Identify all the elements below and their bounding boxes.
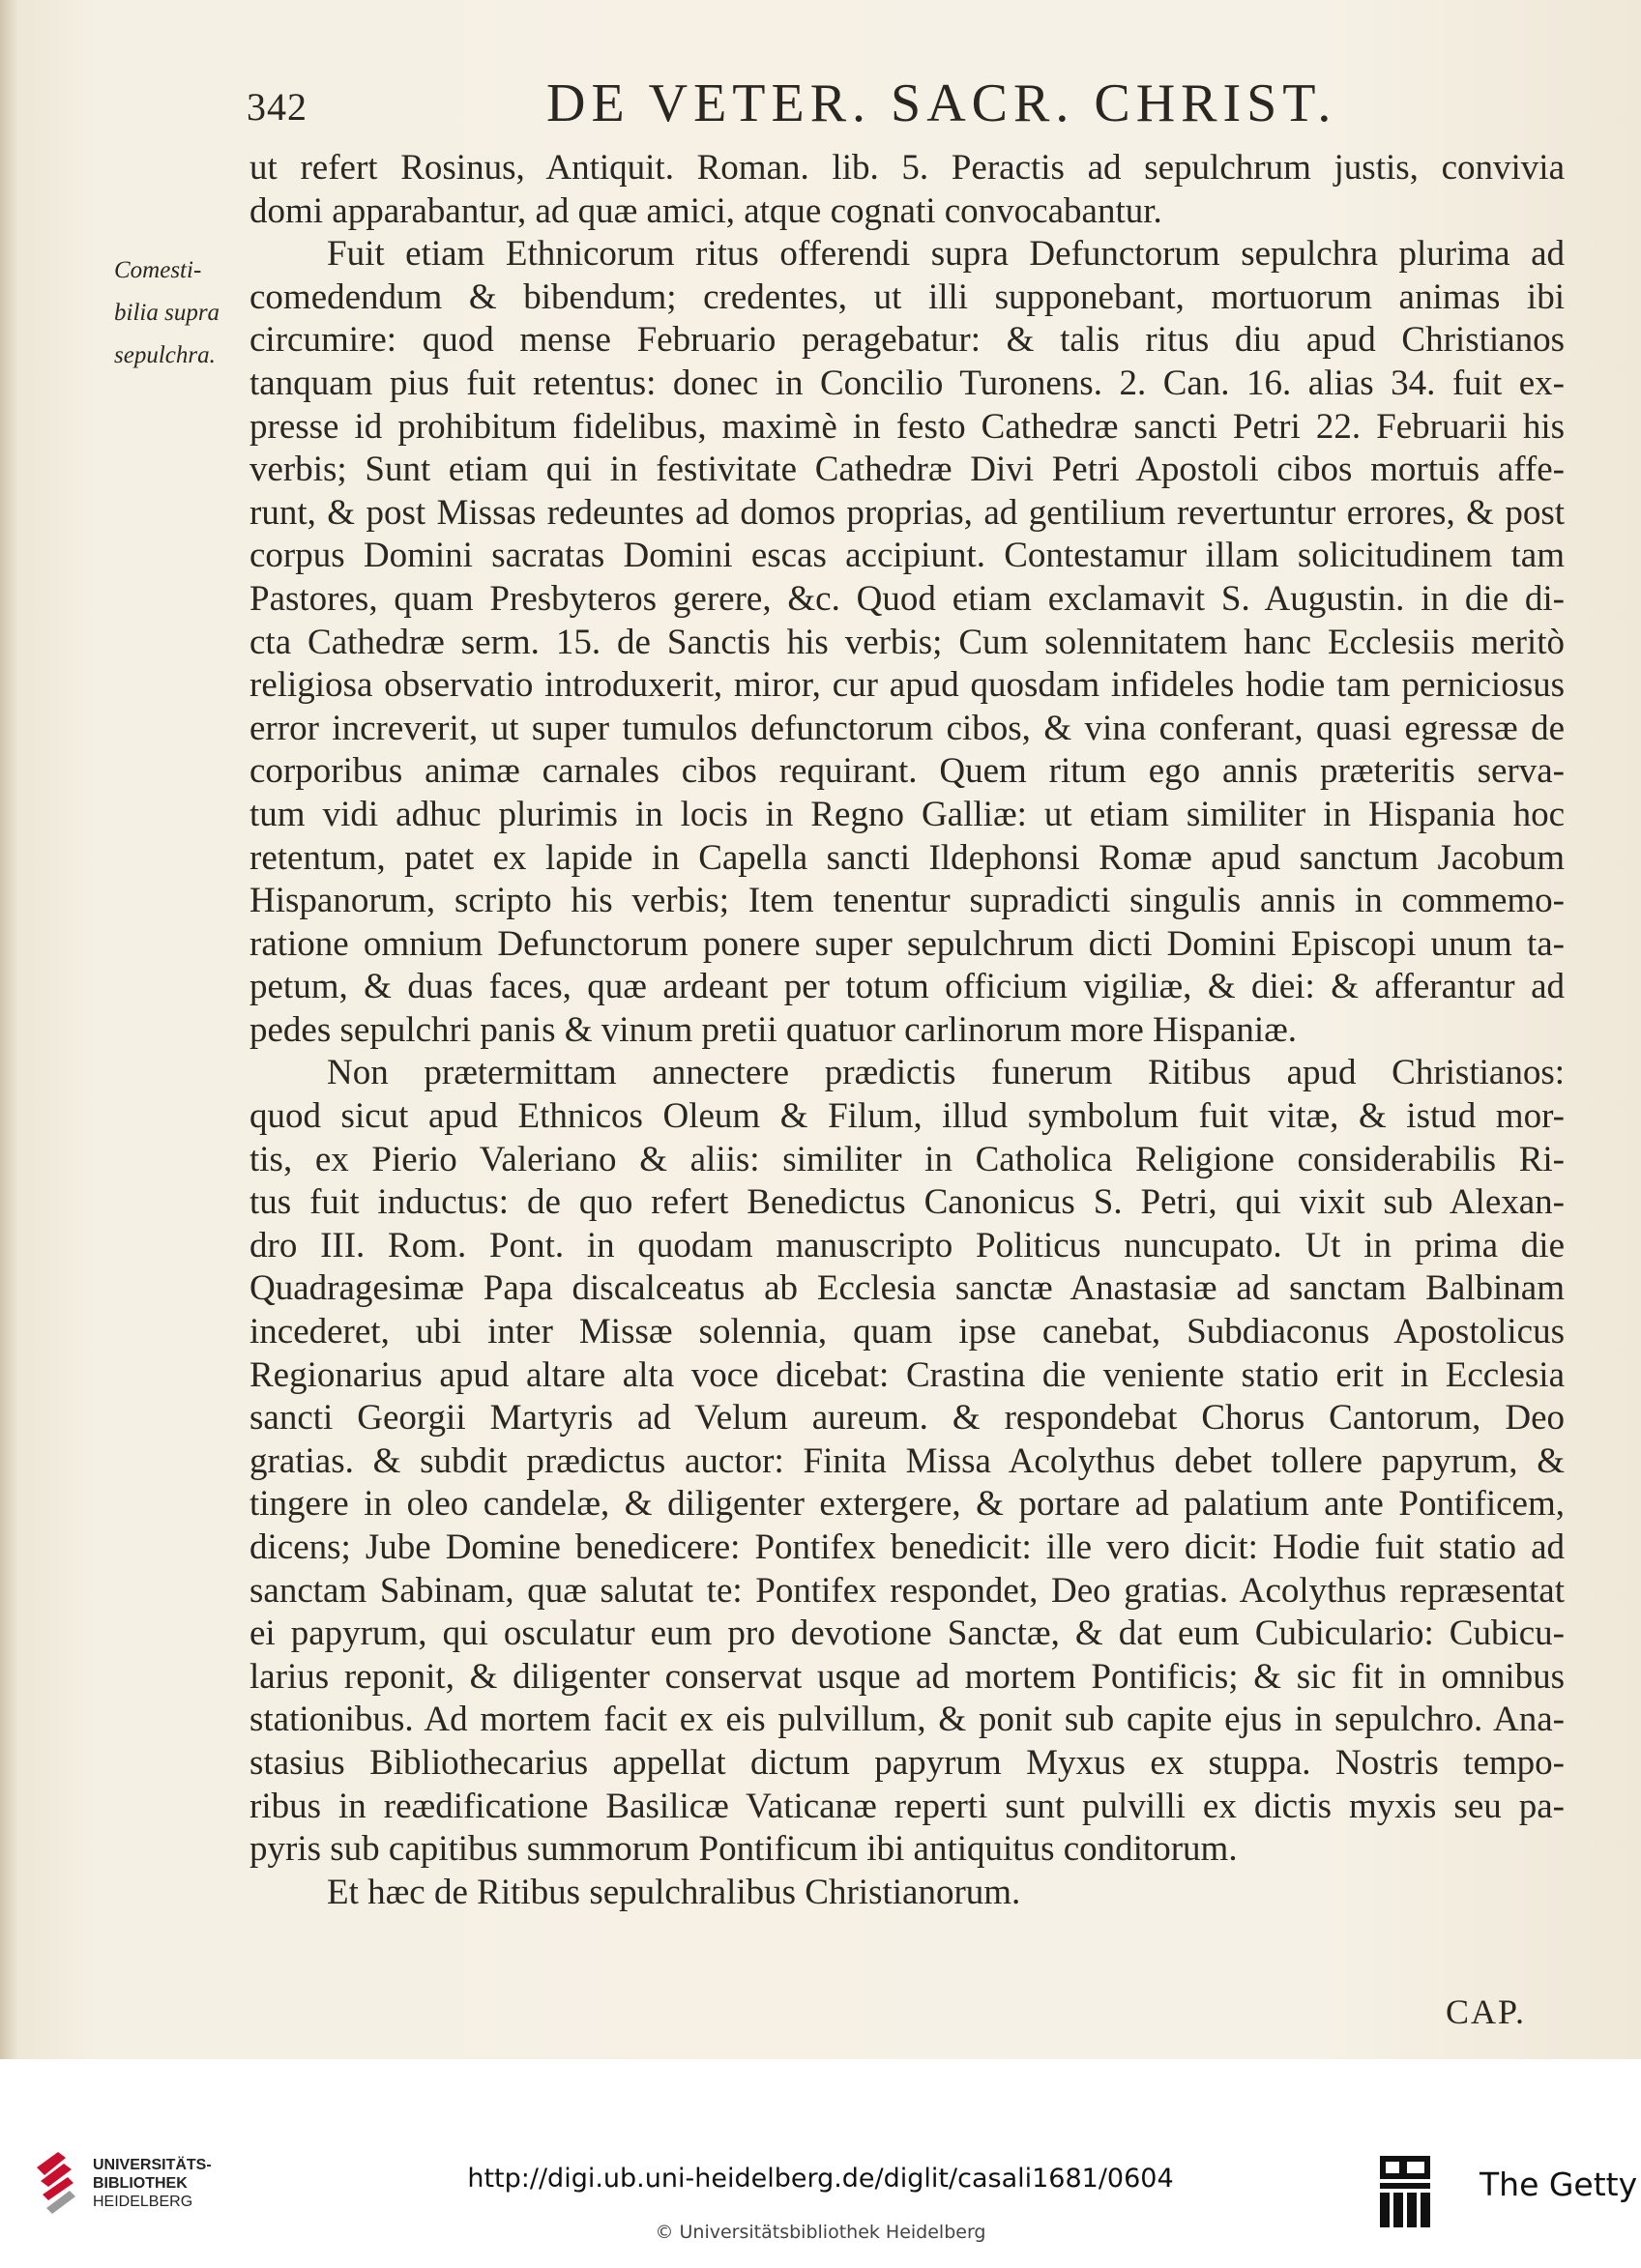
text-line: Et hæc de Ritibus sepulchralibus Christianorum. bbox=[327, 1872, 1021, 1912]
marginal-note-line: bilia supra bbox=[114, 300, 220, 326]
institution-name-line: UNIVERSITÄTS- bbox=[93, 2157, 212, 2173]
text-line: pyris sub capitibus summorum Pontificum ibi antiquitus conditorum. bbox=[249, 1829, 1238, 1870]
text-line: Fuit etiam Ethnicorum ritus offerendi supra Defunctorum sepulchra plurima ad bbox=[327, 234, 1565, 275]
text-line: sanctam Sabinam, quæ salutat te: Pontifex respondet, Deo gratias. Acolythus repræsentat bbox=[249, 1570, 1565, 1611]
text-line: ei papyrum, qui osculatur eum pro devotione Sanctæ, & dat eum Cubiculario: Cubicu- bbox=[249, 1614, 1565, 1654]
text-line: Hispanorum, scripto his verbis; Item tenentur supradicti singulis annis in commemo- bbox=[249, 881, 1565, 921]
text-line: dro III. Rom. Pont. in quodam manuscripto Politicus nuncupato. Ut in prima die bbox=[249, 1225, 1565, 1265]
body-text bbox=[249, 147, 1565, 1914]
getty-logo-icon bbox=[1378, 2154, 1432, 2231]
text-line: stationibus. Ad mortem facit ex eis pulvillum, & ponit sub capite ejus in sepulchro. Ana- bbox=[249, 1700, 1565, 1740]
text-line: circumire: quod mense Februario peragebatur: & talis ritus diu apud Christianos bbox=[249, 320, 1565, 361]
text-line: retentum, patet ex lapide in Capella sancti Ildephonsi Romæ apud sanctum Jacobum bbox=[249, 837, 1565, 878]
text-line: stasius Bibliothecarius appellat dictum papyrum Myxus ex stuppa. Nostris tempo- bbox=[249, 1742, 1565, 1783]
text-line: domi apparabantur, ad quæ amici, atque cognati convocabantur. bbox=[249, 190, 1162, 231]
text-line: petum, & duas faces, quæ ardeant per totum officium vigiliæ, & diei: & afferantur ad bbox=[249, 967, 1565, 1007]
running-title: DE VETER. SACR. CHRIST. bbox=[546, 73, 1337, 133]
institution-name-line: HEIDELBERG bbox=[93, 2194, 193, 2210]
text-line: sancti Georgii Martyris ad Velum aureum. & respondebat Chorus Cantorum, Deo bbox=[249, 1398, 1565, 1439]
partner-name: The Getty bbox=[1480, 2166, 1638, 2203]
text-line: tanquam pius fuit retentus: donec in Concilio Turonens. 2. Can. 16. alias 34. fuit ex- bbox=[249, 363, 1565, 403]
text-line: Regionarius apud altare alta voce dicebat: Crastina die veniente statio erit in Ecclesia bbox=[249, 1354, 1565, 1395]
text-line: presse id prohibitum fidelibus, maximè in festo Cathedræ sancti Petri 22. Februarii his bbox=[249, 406, 1565, 447]
page-number: 342 bbox=[247, 85, 308, 129]
marginal-note-line: Comesti- bbox=[114, 257, 202, 283]
text-line: ribus in reædificatione Basilicæ Vaticanæ reperti sunt pulvilli ex dictis myxis seu pa- bbox=[249, 1786, 1565, 1826]
text-line: tum vidi adhuc plurimis in locis in Regno Galliæ: ut etiam similiter in Hispania hoc bbox=[249, 794, 1565, 834]
text-line: gratias. & subdit prædictus auctor: Finita Missa Acolythus debet tollere papyrum, & bbox=[249, 1440, 1565, 1481]
text-line: religiosa observatio introduxerit, miror, cur apud quosdam infideles hodie tam perniciosus bbox=[249, 665, 1565, 706]
text-line: corpus Domini sacratas Domini escas accipiunt. Contestamur illam solicitudinem tam bbox=[249, 536, 1565, 576]
catchword: CAP. bbox=[1446, 1992, 1527, 2031]
copyright-notice: © Universitätsbibliothek Heidelberg bbox=[655, 2222, 986, 2243]
marginal-note bbox=[114, 249, 259, 377]
text-line: Non prætermittam annectere prædictis funerum Ritibus apud Christianos: bbox=[327, 1053, 1565, 1093]
text-line: ratione omnium Defunctorum ponere super sepulchrum dicti Domini Episcopi unum ta- bbox=[249, 923, 1565, 964]
institution-name-line: BIBLIOTHEK bbox=[93, 2175, 188, 2192]
text-line: pedes sepulchri panis & vinum pretii quatuor carlinorum more Hispaniæ. bbox=[249, 1009, 1298, 1050]
text-line: corporibus animæ carnales cibos requirant. Quem ritum ego annis præteritis serva- bbox=[249, 751, 1565, 792]
text-line: cta Cathedræ serm. 15. de Sanctis his verbis; Cum solennitatem hanc Ecclesiis meritò bbox=[249, 622, 1565, 662]
text-line: ut refert Rosinus, Antiquit. Roman. lib. 5. Peractis ad sepulchrum justis, convivia bbox=[249, 148, 1565, 188]
text-line: tingere in oleo candelæ, & diligenter extergere, & portare ad palatium ante Pontificem, bbox=[249, 1484, 1565, 1525]
running-head bbox=[227, 73, 1562, 140]
text-line: Pastores, quam Presbyteros gerere, &c. Quod etiam exclamavit S. Augustin. in die di- bbox=[249, 578, 1565, 619]
text-line: dicens; Jube Domine benedicere: Pontifex benedicit: ille vero dicit: Hodie fuit statio ad bbox=[249, 1527, 1565, 1567]
text-line: larius reponit, & diligenter conservat usque ad mortem Pontificis; & sic fit in omnibus bbox=[249, 1656, 1565, 1697]
text-line: incederet, ubi inter Missæ solennia, quam ipse canebat, Subdiaconus Apostolicus bbox=[249, 1312, 1565, 1352]
text-line: quod sicut apud Ethnicos Oleum & Filum, illud symbolum fuit vitæ, & istud mor- bbox=[249, 1096, 1565, 1137]
footer-bar bbox=[0, 2059, 1641, 2268]
text-line: tus fuit inductus: de quo refert Benedictus Canonicus S. Petri, qui vixit sub Alexan- bbox=[249, 1182, 1565, 1223]
text-line: error increverit, ut super tumulos defunctorum cibos, & vina conferant, quasi egressæ de bbox=[249, 708, 1565, 748]
text-line: comedendum & bibendum; credentes, ut illi supponebant, mortuorum animas ibi bbox=[249, 276, 1565, 317]
marginal-note-line: sepulchra. bbox=[114, 342, 216, 368]
text-line: tis, ex Pierio Valeriano & aliis: similiter in Catholica Religione considerabilis Ri- bbox=[249, 1139, 1565, 1179]
text-line: verbis; Sunt etiam qui in festivitate Cathedræ Divi Petri Apostoli cibos mortuis affe- bbox=[249, 450, 1565, 490]
page-edge-shadow bbox=[0, 0, 17, 2059]
text-line: runt, & post Missas redeuntes ad domos proprias, ad gentilium revertuntur errores, & post bbox=[249, 492, 1565, 533]
text-line: Quadragesimæ Papa discalceatus ab Ecclesia sanctæ Anastasiæ ad sanctam Balbinam bbox=[249, 1268, 1565, 1309]
permalink-url[interactable]: http://digi.ub.uni-heidelberg.de/diglit/casali1681/0604 bbox=[467, 2164, 1174, 2194]
